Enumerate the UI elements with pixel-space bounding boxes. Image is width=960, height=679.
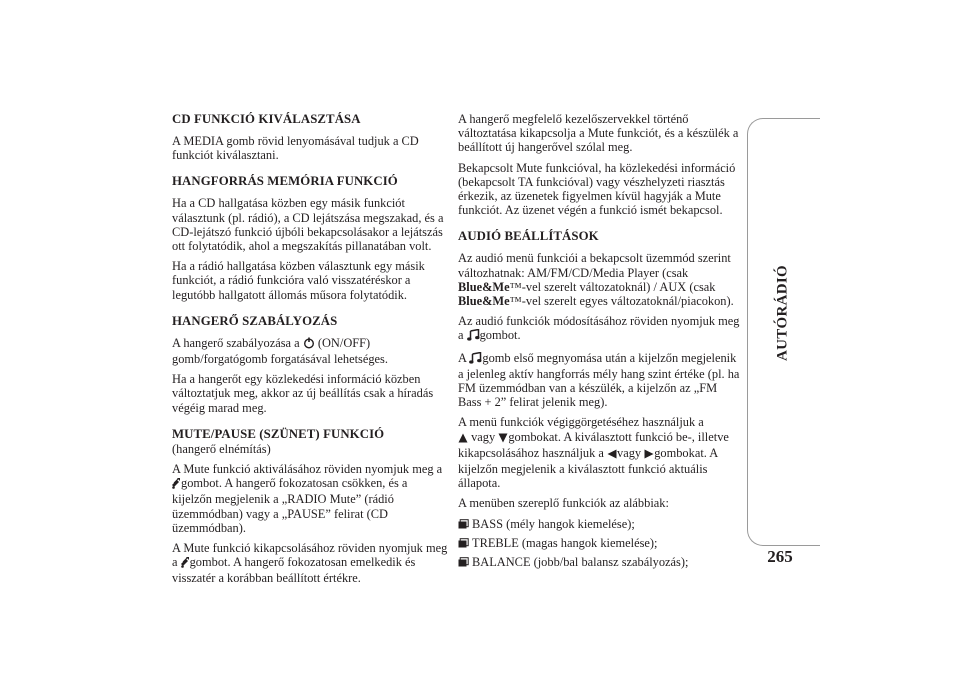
- arrow-up-icon: [458, 432, 468, 446]
- list-item: [458, 517, 740, 531]
- paragraph: Bekapcsolt Mute funkcióval, ha közlekedési információ (bekapcsolt TA funkcióval) vagy vészhelyzeti riasztás érkezik, az üzenetek figyelmen kívül hagyják a Mute funkciót. Az üzenet végén a funkció ismét bekapcsol.: [458, 160, 736, 218]
- text: A hangerő szabályozása a: [172, 335, 300, 350]
- mute-button-icon: [172, 477, 181, 492]
- paragraph: A MEDIA gomb rövid lenyomásával tudjuk a CD funkciót kiválasztani.: [172, 134, 419, 163]
- section-title-audio-settings: AUDIÓ BEÁLLÍTÁSOK: [458, 229, 599, 244]
- paragraph-mute-off: [172, 541, 448, 586]
- text: gombokat. A kijelzőn megjelenik a kiválasztott funkció aktuális állapota.: [458, 445, 718, 491]
- paragraph-audio-button: [458, 314, 740, 344]
- arrow-right-icon: [644, 448, 654, 462]
- mute-button-icon: [181, 556, 190, 571]
- section-title-cd-function: CD FUNKCIÓ KIVÁLASZTÁSA: [172, 112, 361, 126]
- text: ™-vel szerelt egyes változatoknál/piacokon).: [509, 294, 734, 309]
- page-number: 265: [767, 547, 793, 566]
- list-item-text: TREBLE (magas hangok kiemelése);: [472, 535, 658, 550]
- paragraph-mute-on: [172, 462, 448, 535]
- text: gombot. A hangerő fokozatosan emelkedik és visszatér a korábban beállított értékre.: [172, 555, 416, 586]
- text: A: [458, 350, 467, 365]
- paragraph-volume-knob: [172, 336, 448, 366]
- text: ™-vel szerelt változatoknál) / AUX (csak: [509, 279, 716, 294]
- checkbox-bullet-icon: [458, 518, 469, 528]
- music-note-icon: [469, 352, 482, 367]
- checkbox-bullet-icon: [458, 537, 469, 547]
- paragraph-menu-scroll: [458, 415, 740, 490]
- arrow-left-icon: [607, 448, 617, 462]
- text: Az audió menü funkciói a bekapcsolt üzemmód szerint változhatnak: AM/FM/CD/Media Player (csak: [458, 251, 731, 280]
- section-subtitle: (hangerő elnémítás): [172, 441, 271, 456]
- text: A menü funkciók végiggörgetéséhez használjuk a: [458, 415, 704, 430]
- paragraph: Ha a hangerőt egy közlekedési információ közben változtatjuk meg, akkor az új beállítás csak a híradás végéig marad meg.: [172, 372, 434, 415]
- music-note-icon: [467, 329, 480, 344]
- paragraph-first-press: [458, 351, 740, 410]
- text: vagy: [617, 445, 642, 460]
- arrow-down-icon: [498, 432, 508, 446]
- list-item: [458, 555, 740, 569]
- paragraph: Ha a rádió hallgatása közben választunk egy másik funkciót, a rádió funkcióra való visszatéréskor a legutóbb hallgatott állomás műsora folytatódik.: [172, 259, 425, 302]
- text: gomb első megnyomása után a kijelzőn megjelenik a jelenleg aktív hangforrás mély hang szint értéke (pl. ha FM üzemmódban van a készülék, a kijelzőn az „FM Bass + 2” felirat jelenik meg).: [458, 350, 740, 410]
- paragraph: A hangerő megfelelő kezelőszervekkel történő változtatása kikapcsolja a Mute funkciót, és a készülék a beállított új hangerővel szólal meg.: [458, 112, 739, 155]
- brand-name: Blue&Me: [458, 279, 510, 294]
- section-title-mute-pause: MUTE/PAUSE (SZÜNET) FUNKCIÓ: [172, 426, 385, 441]
- paragraph-audio-modes: [458, 251, 740, 308]
- power-knob-icon: [303, 337, 315, 352]
- text: A Mute funkció aktiválásához röviden nyomjuk meg a: [172, 462, 443, 477]
- paragraph: Ha a CD hallgatása közben egy másik funkciót választunk (pl. rádió), a CD lejátszása megszakad, és a CD-lejátszó funkció újbóli bekapcsolásakor a lejátszás ott folytatódik, ahol a megszakítás pillanatában volt.: [172, 196, 444, 254]
- text: Az audió funkciók módosításához röviden nyomjuk meg a: [458, 314, 740, 343]
- paragraph: A menüben szereplő funkciók az alábbiak:: [458, 496, 669, 511]
- list-item-text: BASS (mély hangok kiemelése);: [472, 516, 635, 531]
- text: vagy: [471, 429, 496, 444]
- list-item-text: BALANCE (jobb/bal balansz szabályozás);: [472, 555, 689, 570]
- text: gombokat. A kiválasztott funkció be-, illetve kikapcsolásához használjuk a: [458, 429, 729, 460]
- checkbox-bullet-icon: [458, 556, 469, 566]
- brand-name: Blue&Me: [458, 294, 510, 309]
- section-title-source-memory: HANGFORRÁS MEMÓRIA FUNKCIÓ: [172, 174, 398, 189]
- text: gombot. A hangerő fokozatosan csökken, és a kijelzőn megjelenik a „RADIO Mute” (rádió üzemmódban) vagy a „PAUSE” felirat (CD üzemmódban).: [172, 476, 408, 535]
- list-item: [458, 536, 740, 550]
- text: (ON/OFF) gomb/forgatógomb forgatásával lehetséges.: [172, 335, 388, 367]
- right-column: [458, 112, 740, 574]
- text: gombot.: [479, 328, 521, 343]
- chapter-tab-label: AUTÓRÁDIÓ: [774, 264, 791, 362]
- left-column: [172, 112, 448, 592]
- section-title-volume: HANGERŐ SZABÁLYOZÁS: [172, 313, 338, 328]
- text: A Mute funkció kikapcsolásához röviden nyomjuk meg a: [172, 541, 448, 570]
